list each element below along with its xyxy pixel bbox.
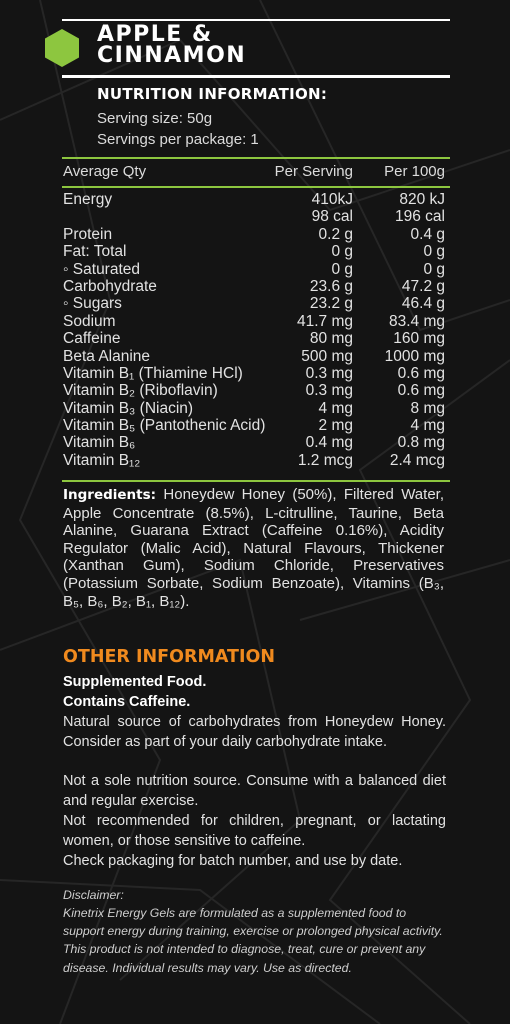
disclaimer-text: Kinetrix Energy Gels are formulated as a supplemented food to support energy during training, exercise or prolonged physical activity. This product is not intended to diagnose, treat, cure or prevent any disease. Individual results may vary. Use as directed. <box>63 906 443 975</box>
per-serving-value: 41.7 mg <box>296 312 353 330</box>
column-per-serving: Per Serving <box>274 163 353 180</box>
title-divider <box>62 75 450 78</box>
per-100g-value: 46.4 g <box>401 295 445 313</box>
table-row <box>63 330 446 347</box>
nutrient-name: Vitamin B₁ (Thiamine HCl) <box>63 364 243 382</box>
info-not-recommended: Not recommended for children, pregnant, or lactating women, or those sensitive to caffeine. <box>63 813 446 849</box>
column-per-100g: Per 100g <box>384 163 445 180</box>
nutrient-name: Energy <box>63 191 113 208</box>
table-bottom-divider <box>62 480 450 482</box>
other-information-heading: OTHER INFORMATION <box>63 647 276 667</box>
per-100g-value: 4 mg <box>410 417 445 435</box>
per-serving-value: 4 mg <box>318 399 353 417</box>
nutrient-name: ◦ Sugars <box>63 295 122 313</box>
nutrient-name: Vitamin B₅ (Pantothenic Acid) <box>63 417 266 435</box>
nutrient-name: Vitamin B₃ (Niacin) <box>63 399 194 417</box>
per-100g-value: 1000 mg <box>384 347 445 365</box>
per-serving-value: 410kJ <box>311 191 353 208</box>
serving-size: Serving size: 50g <box>97 110 213 127</box>
nutrition-table <box>63 191 446 469</box>
table-row <box>63 382 446 399</box>
per-100g-value: 8 mg <box>410 399 445 417</box>
per-serving-value: 0 g <box>331 243 353 261</box>
per-100g-value: 196 cal <box>395 208 445 226</box>
per-100g-value: 2.4 mcg <box>389 451 445 469</box>
per-serving-value: 0 g <box>331 260 353 278</box>
nutrient-name: Protein <box>63 225 113 243</box>
nutrient-name: Caffeine <box>63 330 121 348</box>
per-serving-value: 0.3 mg <box>305 364 353 382</box>
table-row <box>63 191 446 208</box>
table-top-divider <box>62 157 450 159</box>
table-row <box>63 400 446 417</box>
ingredients-label: Ingredients: <box>63 487 157 503</box>
table-row <box>63 278 446 295</box>
ingredients-block <box>63 486 444 610</box>
per-serving-value: 98 cal <box>311 208 353 226</box>
nutrition-heading: NUTRITION INFORMATION: <box>97 85 328 103</box>
table-row <box>63 313 446 330</box>
nutrient-name: Sodium <box>63 312 116 330</box>
per-serving-value: 0.2 g <box>318 225 353 243</box>
table-row <box>63 348 446 365</box>
supplemented-food: Supplemented Food. <box>63 674 207 690</box>
table-row <box>63 226 446 243</box>
per-serving-value: 0.4 mg <box>305 434 353 452</box>
table-row <box>63 365 446 382</box>
per-serving-value: 2 mg <box>318 417 353 435</box>
per-serving-value: 23.2 g <box>309 295 353 313</box>
per-100g-value: 83.4 mg <box>388 312 445 330</box>
table-row <box>63 452 446 469</box>
product-title-line2: CINNAMON <box>97 43 247 68</box>
info-carbohydrates: Natural source of carbohydrates from Honeydew Honey. Consider as part of your daily carbohydrate intake. <box>63 714 446 750</box>
nutrient-name: Vitamin B₆ <box>63 434 136 452</box>
product-title-line1: APPLE & <box>97 22 213 47</box>
table-row <box>63 261 446 278</box>
per-serving-value: 23.6 g <box>309 277 353 295</box>
ingredients-text: Honeydew Honey (50%), Filtered Water, Apple Concentrate (8.5%), L-citrulline, Taurine, Beta Alanine, Guarana Extract (Caffeine 0.16%), Acidity Regulator (Malic Acid), Natural Flavours, Thickener (Xanthan Gum), Sodium Chloride, Preservatives (Potassium Sorbate, Sodium Benzoate), Vitamins (B₃, B₅, B₆, B₂, B₁, B₁₂). <box>63 486 444 610</box>
info-batch-number: Check packaging for batch number, and use by date. <box>63 853 403 869</box>
nutrient-name: Beta Alanine <box>63 347 151 365</box>
per-100g-value: 0 g <box>423 243 445 261</box>
per-serving-value: 1.2 mcg <box>297 451 353 469</box>
table-row <box>63 208 446 225</box>
per-100g-value: 0.6 mg <box>397 382 445 400</box>
per-100g-value: 0.6 mg <box>397 364 445 382</box>
disclaimer-label: Disclaimer: <box>63 888 124 902</box>
per-100g-value: 0.4 g <box>410 225 445 243</box>
per-serving-value: 0.3 mg <box>305 382 353 400</box>
per-100g-value: 0 g <box>423 260 445 278</box>
info-nutrition-source: Not a sole nutrition source. Consume with a balanced diet and regular exercise. <box>63 773 446 809</box>
nutrient-name: Fat: Total <box>63 243 127 261</box>
table-row <box>63 243 446 260</box>
table-row <box>63 434 446 451</box>
servings-per-package: Servings per package: 1 <box>97 131 259 148</box>
contains-caffeine: Contains Caffeine. <box>63 694 191 710</box>
table-header-divider <box>62 186 450 188</box>
per-100g-value: 47.2 g <box>401 277 445 295</box>
column-average-qty: Average Qty <box>63 163 147 180</box>
per-serving-value: 500 mg <box>301 347 353 365</box>
product-title <box>97 24 246 66</box>
nutrient-name: Carbohydrate <box>63 277 157 295</box>
per-100g-value: 820 kJ <box>399 191 445 208</box>
nutrient-name: Vitamin B₁₂ <box>63 451 141 469</box>
nutrient-name: Vitamin B₂ (Riboflavin) <box>63 382 218 400</box>
per-serving-value: 80 mg <box>309 330 353 348</box>
nutrient-name: ◦ Saturated <box>63 260 141 278</box>
table-row <box>63 417 446 434</box>
hexagon-icon <box>44 28 80 68</box>
per-100g-value: 160 mg <box>393 330 445 348</box>
per-100g-value: 0.8 mg <box>397 434 445 452</box>
top-divider <box>62 19 450 21</box>
table-row <box>63 295 446 312</box>
